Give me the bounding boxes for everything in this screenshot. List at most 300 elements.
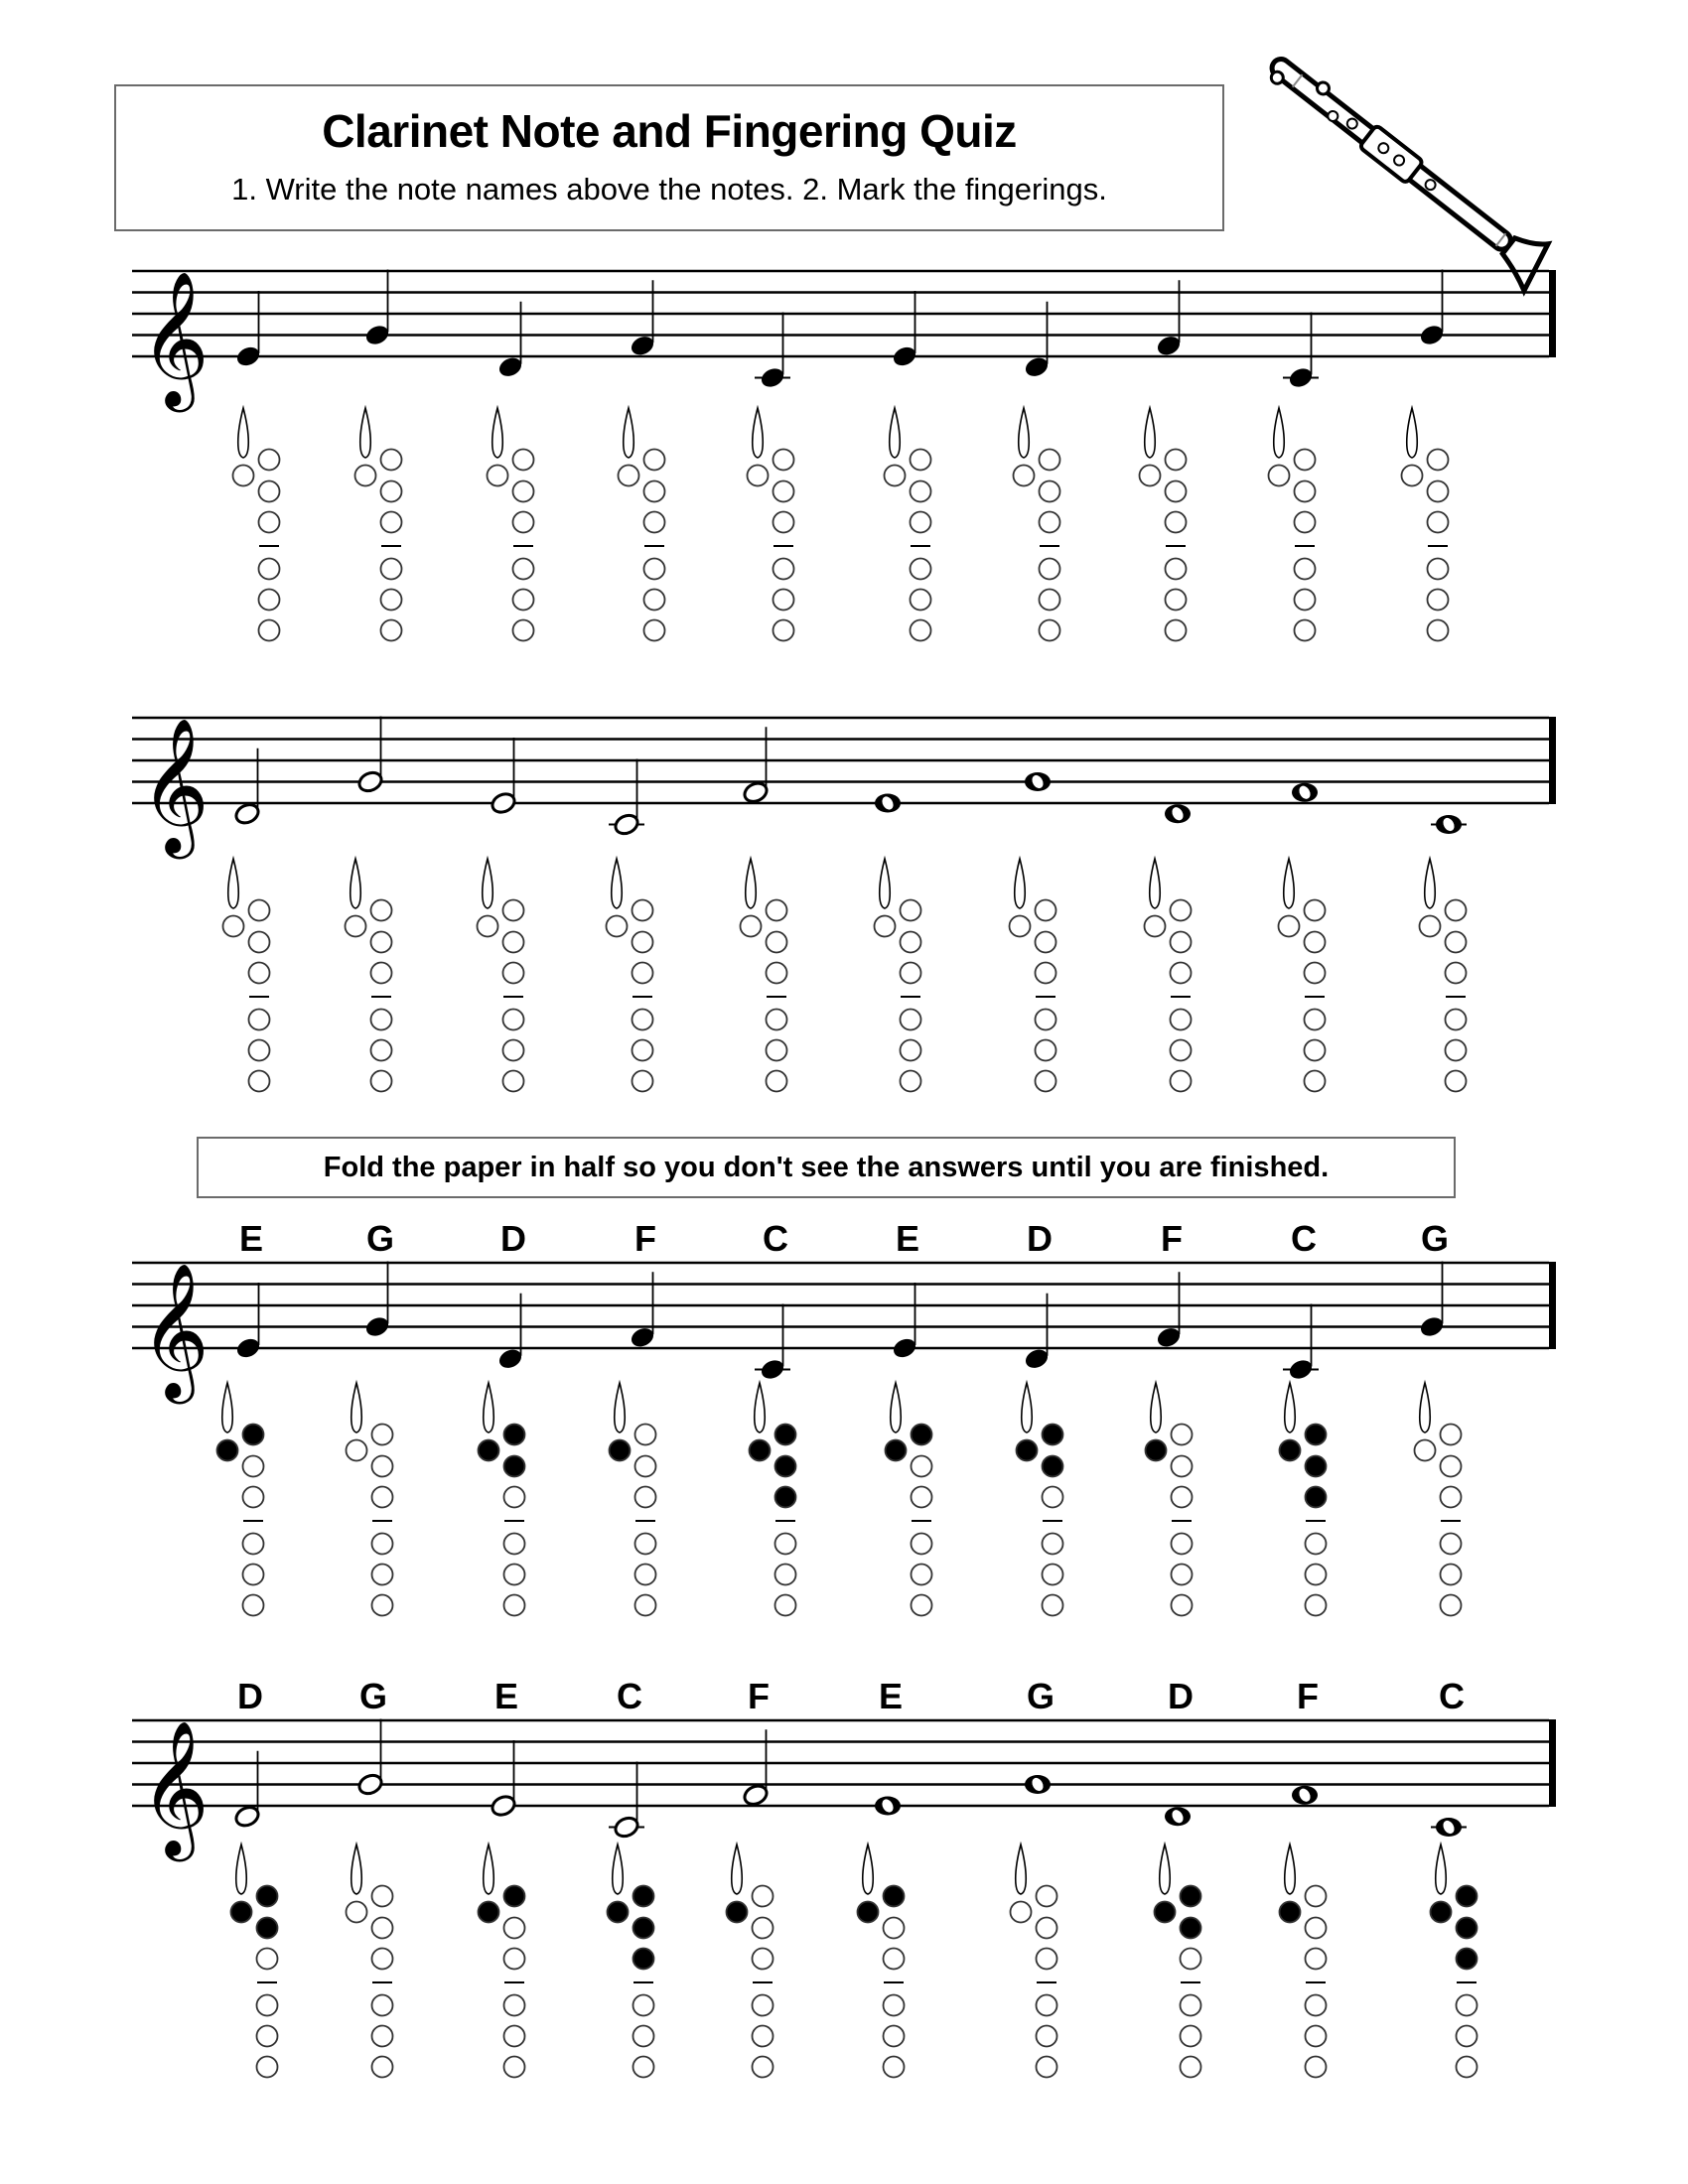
tone-hole-3 [1306, 1487, 1327, 1508]
register-key-icon [880, 859, 891, 908]
tone-hole-2 [257, 1918, 278, 1939]
thumb-hole [750, 1440, 771, 1461]
fingering-diagram [1155, 1844, 1201, 2078]
tone-hole-2 [1305, 932, 1326, 953]
tone-hole-5 [1441, 1565, 1462, 1585]
register-key-icon [1436, 1844, 1447, 1894]
tone-hole-6 [503, 1071, 524, 1092]
tone-hole-2 [901, 932, 921, 953]
tone-hole-4 [1457, 1995, 1477, 2016]
tone-hole-6 [912, 1595, 932, 1616]
tone-hole-2 [912, 1456, 932, 1477]
register-key-icon [483, 859, 493, 908]
tone-hole-3 [504, 1949, 525, 1970]
tone-hole-4 [504, 1995, 525, 2016]
tone-hole-3 [504, 1487, 525, 1508]
tone-hole-1 [249, 900, 270, 921]
register-key-icon [228, 859, 239, 908]
fingering-diagram [858, 1844, 905, 2078]
tone-hole-2 [372, 1918, 393, 1939]
tone-hole-1 [504, 1886, 525, 1907]
register-key-icon [1420, 1383, 1431, 1433]
tone-hole-2 [775, 1456, 796, 1477]
thumb-hole [231, 1902, 252, 1923]
thumb-hole [1420, 916, 1441, 937]
register-key-icon [352, 1383, 362, 1433]
tone-hole-4 [1043, 1534, 1063, 1555]
tone-hole-2 [1457, 1918, 1477, 1939]
fingering-diagram[interactable] [346, 859, 392, 1092]
fingering-diagram[interactable] [1402, 408, 1449, 641]
tone-hole-6 [1441, 1595, 1462, 1616]
thumb-hole [347, 1902, 367, 1923]
tone-hole-5 [633, 1040, 653, 1061]
answer-note-name: D [1168, 1676, 1194, 1716]
tone-hole-4 [1037, 1995, 1057, 2016]
tone-hole-1 [372, 1886, 393, 1907]
tone-hole-3 [912, 1487, 932, 1508]
note [1431, 1818, 1467, 1837]
tone-hole-2 [1040, 481, 1060, 502]
tone-hole-6 [504, 1595, 525, 1616]
note [891, 291, 918, 369]
answer-note-name: G [358, 1676, 388, 1716]
tone-hole-5 [1305, 1040, 1326, 1061]
tone-hole-5 [381, 590, 402, 611]
tone-hole-5 [1457, 2026, 1477, 2047]
tone-hole-1 [1428, 450, 1449, 471]
thumb-hole [355, 466, 376, 486]
register-key-icon [1022, 1383, 1033, 1433]
thumb-hole [858, 1902, 879, 1923]
tone-hole-5 [901, 1040, 921, 1061]
tone-hole-1 [1306, 1886, 1327, 1907]
tone-hole-2 [504, 1918, 525, 1939]
register-key-icon [351, 859, 361, 908]
tone-hole-3 [1043, 1487, 1063, 1508]
tone-hole-6 [775, 1595, 796, 1616]
register-key-icon [1407, 408, 1418, 458]
thumb-hole [347, 1440, 367, 1461]
answer-note-name: F [1297, 1676, 1319, 1716]
register-key-icon [746, 859, 757, 908]
fingering-diagram [1011, 1844, 1057, 2078]
register-key-icon [484, 1844, 494, 1894]
thumb-hole [233, 466, 254, 486]
tone-hole-4 [901, 1010, 921, 1030]
register-key-icon [1160, 1844, 1171, 1894]
register-key-icon [360, 408, 371, 458]
tone-hole-5 [775, 1565, 796, 1585]
note [490, 1740, 517, 1819]
final-barline [1549, 1262, 1556, 1349]
fingering-diagram[interactable] [478, 859, 524, 1092]
tone-hole-2 [371, 932, 392, 953]
tone-hole-5 [1043, 1565, 1063, 1585]
tone-hole-1 [1040, 450, 1060, 471]
tone-hole-3 [257, 1949, 278, 1970]
answer-note-name: E [238, 1218, 264, 1259]
note [755, 313, 790, 391]
tone-hole-3 [243, 1487, 264, 1508]
tone-hole-1 [372, 1425, 393, 1445]
tone-hole-6 [371, 1071, 392, 1092]
tone-hole-1 [635, 1425, 656, 1445]
fingering-diagram[interactable] [488, 408, 534, 641]
tone-hole-4 [644, 559, 665, 580]
fingering-diagram[interactable] [355, 408, 402, 641]
tone-hole-3 [1166, 512, 1187, 533]
fingering-diagram [1280, 1383, 1327, 1616]
thumb-hole [1017, 1440, 1038, 1461]
fingering-diagram [610, 1383, 656, 1616]
tone-hole-1 [884, 1886, 905, 1907]
tone-hole-1 [753, 1886, 774, 1907]
tone-hole-4 [1166, 559, 1187, 580]
tone-hole-6 [1037, 2057, 1057, 2078]
tone-hole-5 [644, 590, 665, 611]
treble-clef-icon: 𝄞 [140, 1718, 210, 1855]
thumb-hole [1014, 466, 1035, 486]
tone-hole-6 [633, 1071, 653, 1092]
register-key-icon [732, 1844, 743, 1894]
register-key-icon [222, 1383, 233, 1433]
tone-hole-4 [381, 559, 402, 580]
fingering-diagram[interactable] [1010, 859, 1056, 1092]
tone-hole-6 [1305, 1071, 1326, 1092]
tone-hole-6 [257, 2057, 278, 2078]
tone-hole-4 [912, 1534, 932, 1555]
note [1025, 772, 1051, 791]
register-key-icon [236, 1844, 247, 1894]
note [875, 1797, 901, 1816]
tone-hole-3 [1305, 963, 1326, 984]
treble-clef-icon: 𝄞 [140, 269, 210, 406]
tone-hole-5 [1428, 590, 1449, 611]
note [234, 291, 262, 369]
tone-hole-5 [372, 1565, 393, 1585]
fingering-diagram[interactable] [1145, 859, 1192, 1092]
tone-hole-5 [753, 2026, 774, 2047]
tone-hole-5 [1166, 590, 1187, 611]
fingering-diagram[interactable] [885, 408, 931, 641]
final-barline [1549, 1719, 1556, 1807]
thumb-hole [1431, 1902, 1452, 1923]
tone-hole-3 [635, 1487, 656, 1508]
thumb-hole [1279, 916, 1300, 937]
fingering-diagram[interactable] [741, 859, 787, 1092]
tone-hole-6 [1043, 1595, 1063, 1616]
thumb-hole [488, 466, 508, 486]
tone-hole-5 [1171, 1040, 1192, 1061]
tone-hole-2 [381, 481, 402, 502]
thumb-hole [1402, 466, 1423, 486]
thumb-hole [479, 1902, 499, 1923]
thumb-hole [1415, 1440, 1436, 1461]
tone-hole-1 [774, 450, 794, 471]
fingering-diagram [479, 1383, 525, 1616]
tone-hole-6 [259, 620, 280, 641]
note [1292, 1786, 1318, 1805]
tone-hole-6 [1172, 1595, 1193, 1616]
tone-hole-6 [901, 1071, 921, 1092]
register-key-icon [1151, 1383, 1162, 1433]
tone-hole-4 [1428, 559, 1449, 580]
tone-hole-3 [1441, 1487, 1462, 1508]
tone-hole-3 [381, 512, 402, 533]
register-key-icon [753, 408, 764, 458]
thumb-hole [885, 466, 906, 486]
tone-hole-3 [1457, 1949, 1477, 1970]
fingering-diagram [1280, 1844, 1327, 2078]
fingering-diagram [347, 1844, 393, 2078]
tone-hole-2 [243, 1456, 264, 1477]
tone-hole-4 [504, 1534, 525, 1555]
tone-hole-1 [1306, 1425, 1327, 1445]
tone-hole-5 [633, 2026, 654, 2047]
thumb-hole [346, 916, 366, 937]
tone-hole-3 [1171, 963, 1192, 984]
thumb-hole [1280, 1902, 1301, 1923]
tone-hole-6 [1181, 2057, 1201, 2078]
tone-hole-1 [1166, 450, 1187, 471]
tone-hole-3 [1036, 963, 1056, 984]
tone-hole-6 [1171, 1071, 1192, 1092]
note [1431, 815, 1467, 834]
tone-hole-6 [644, 620, 665, 641]
thumb-hole [608, 1902, 629, 1923]
thumb-hole [610, 1440, 631, 1461]
fingering-diagram[interactable] [1420, 859, 1467, 1092]
register-key-icon [863, 1844, 874, 1894]
answer-note-name: F [1161, 1218, 1183, 1259]
tone-hole-3 [1428, 512, 1449, 533]
clarinet-icon [1258, 43, 1556, 291]
tone-hole-2 [644, 481, 665, 502]
fingering-diagram [1146, 1383, 1193, 1616]
tone-hole-3 [372, 1487, 393, 1508]
fingering-diagram [750, 1383, 796, 1616]
tone-hole-3 [249, 963, 270, 984]
tone-hole-1 [912, 1425, 932, 1445]
tone-hole-6 [513, 620, 534, 641]
fingering-diagram[interactable] [1279, 859, 1326, 1092]
tone-hole-5 [259, 590, 280, 611]
tone-hole-2 [1446, 932, 1467, 953]
register-key-icon [755, 1383, 766, 1433]
tone-hole-5 [1295, 590, 1316, 611]
tone-hole-3 [884, 1949, 905, 1970]
tone-hole-4 [1172, 1534, 1193, 1555]
tone-hole-1 [767, 900, 787, 921]
fingering-diagram[interactable] [619, 408, 665, 641]
thumb-hole [1140, 466, 1161, 486]
tone-hole-2 [633, 932, 653, 953]
tone-hole-4 [911, 559, 931, 580]
fingering-diagram[interactable] [233, 408, 280, 641]
tone-hole-4 [753, 1995, 774, 2016]
tone-hole-3 [633, 1949, 654, 1970]
fingering-diagram [1431, 1844, 1477, 2078]
fingering-diagram [727, 1844, 774, 2078]
answer-note-name: D [237, 1676, 263, 1716]
tone-hole-2 [1428, 481, 1449, 502]
tone-hole-2 [633, 1918, 654, 1939]
tone-hole-1 [1043, 1425, 1063, 1445]
tone-hole-4 [503, 1010, 524, 1030]
tone-hole-4 [1441, 1534, 1462, 1555]
tone-hole-1 [243, 1425, 264, 1445]
tone-hole-5 [371, 1040, 392, 1061]
fingering-diagram[interactable] [1014, 408, 1060, 641]
note [609, 759, 644, 838]
fingering-diagram [1017, 1383, 1063, 1616]
tone-hole-5 [249, 1040, 270, 1061]
thumb-hole [479, 1440, 499, 1461]
note [609, 1762, 644, 1841]
thumb-hole [1145, 916, 1166, 937]
answer-note-name: D [500, 1218, 526, 1259]
answer-note-name: F [748, 1676, 770, 1716]
register-key-icon [484, 1383, 494, 1433]
tone-hole-3 [633, 963, 653, 984]
tone-hole-6 [911, 620, 931, 641]
thumb-hole [727, 1902, 748, 1923]
thumb-hole [619, 466, 639, 486]
thumb-hole [217, 1440, 238, 1461]
tone-hole-3 [1306, 1949, 1327, 1970]
fingering-diagram[interactable] [607, 859, 653, 1092]
tone-hole-1 [1037, 1886, 1057, 1907]
tone-hole-5 [504, 1565, 525, 1585]
tone-hole-4 [1295, 559, 1316, 580]
fingering-diagram[interactable] [748, 408, 794, 641]
note [1292, 783, 1318, 802]
tone-hole-5 [1306, 2026, 1327, 2047]
tone-hole-4 [1036, 1010, 1056, 1030]
note [1418, 270, 1446, 348]
tone-hole-2 [249, 932, 270, 953]
tone-hole-1 [633, 900, 653, 921]
tone-hole-1 [1441, 1425, 1462, 1445]
note [363, 270, 391, 348]
register-key-icon [891, 1383, 902, 1433]
fingering-diagram[interactable] [1140, 408, 1187, 641]
tone-hole-2 [1441, 1456, 1462, 1477]
tone-hole-6 [372, 2057, 393, 2078]
note [1283, 313, 1319, 391]
register-key-icon [1016, 1844, 1027, 1894]
tone-hole-5 [911, 590, 931, 611]
note [891, 1283, 918, 1361]
tone-hole-6 [753, 2057, 774, 2078]
tone-hole-4 [513, 559, 534, 580]
tone-hole-6 [1306, 2057, 1327, 2078]
register-key-icon [492, 408, 503, 458]
answer-note-name: C [1439, 1676, 1465, 1716]
tone-hole-2 [911, 481, 931, 502]
tone-hole-4 [257, 1995, 278, 2016]
tone-hole-1 [1457, 1886, 1477, 1907]
tone-hole-4 [1171, 1010, 1192, 1030]
tone-hole-2 [1043, 1456, 1063, 1477]
tone-hole-5 [503, 1040, 524, 1061]
tone-hole-3 [1295, 512, 1316, 533]
tone-hole-6 [1457, 2057, 1477, 2078]
tone-hole-2 [635, 1456, 656, 1477]
tone-hole-2 [503, 932, 524, 953]
fingering-diagram[interactable] [875, 859, 921, 1092]
tone-hole-6 [767, 1071, 787, 1092]
tone-hole-1 [259, 450, 280, 471]
tone-hole-3 [1037, 1949, 1057, 1970]
tone-hole-5 [504, 2026, 525, 2047]
tone-hole-4 [1181, 1995, 1201, 2016]
note [356, 1719, 384, 1798]
register-key-icon [1145, 408, 1156, 458]
fingering-diagram[interactable] [223, 859, 270, 1092]
answer-note-name: C [617, 1676, 642, 1716]
register-key-icon [1285, 1844, 1296, 1894]
tone-hole-4 [1040, 559, 1060, 580]
register-key-icon [613, 1844, 624, 1894]
tone-hole-3 [911, 512, 931, 533]
tone-hole-2 [1172, 1456, 1193, 1477]
tone-hole-2 [1171, 932, 1192, 953]
fold-notice: Fold the paper in half so you don't see the answers until you are finished. [323, 1152, 1330, 1183]
tone-hole-3 [259, 512, 280, 533]
fingering-diagram[interactable] [1269, 408, 1316, 641]
tone-hole-6 [1040, 620, 1060, 641]
register-key-icon [1274, 408, 1285, 458]
tone-hole-5 [243, 1565, 264, 1585]
tone-hole-1 [911, 450, 931, 471]
note [1418, 1262, 1446, 1340]
fingering-diagram [347, 1383, 393, 1616]
tone-hole-6 [372, 1595, 393, 1616]
tone-hole-5 [1181, 2026, 1201, 2047]
thumb-hole [748, 466, 769, 486]
tone-hole-4 [1306, 1534, 1327, 1555]
tone-hole-1 [257, 1886, 278, 1907]
note [234, 1283, 262, 1361]
tone-hole-4 [775, 1534, 796, 1555]
tone-hole-2 [1181, 1918, 1201, 1939]
tone-hole-4 [1306, 1995, 1327, 2016]
final-barline [1549, 717, 1556, 804]
tone-hole-3 [503, 963, 524, 984]
register-key-icon [624, 408, 634, 458]
answer-note-name: G [1420, 1218, 1450, 1259]
tone-hole-2 [1037, 1918, 1057, 1939]
tone-hole-2 [259, 481, 280, 502]
tone-hole-3 [767, 963, 787, 984]
register-key-icon [1019, 408, 1030, 458]
tone-hole-6 [1446, 1071, 1467, 1092]
answer-staff-1 [132, 1218, 1556, 1616]
tone-hole-2 [1306, 1918, 1327, 1939]
thumb-hole [886, 1440, 907, 1461]
tone-hole-4 [635, 1534, 656, 1555]
tone-hole-2 [767, 932, 787, 953]
thumb-hole [607, 916, 628, 937]
answer-note-name: F [634, 1218, 656, 1259]
register-key-icon [352, 1844, 362, 1894]
tone-hole-3 [753, 1949, 774, 1970]
register-key-icon [615, 1383, 626, 1433]
tone-hole-3 [775, 1487, 796, 1508]
tone-hole-6 [243, 1595, 264, 1616]
